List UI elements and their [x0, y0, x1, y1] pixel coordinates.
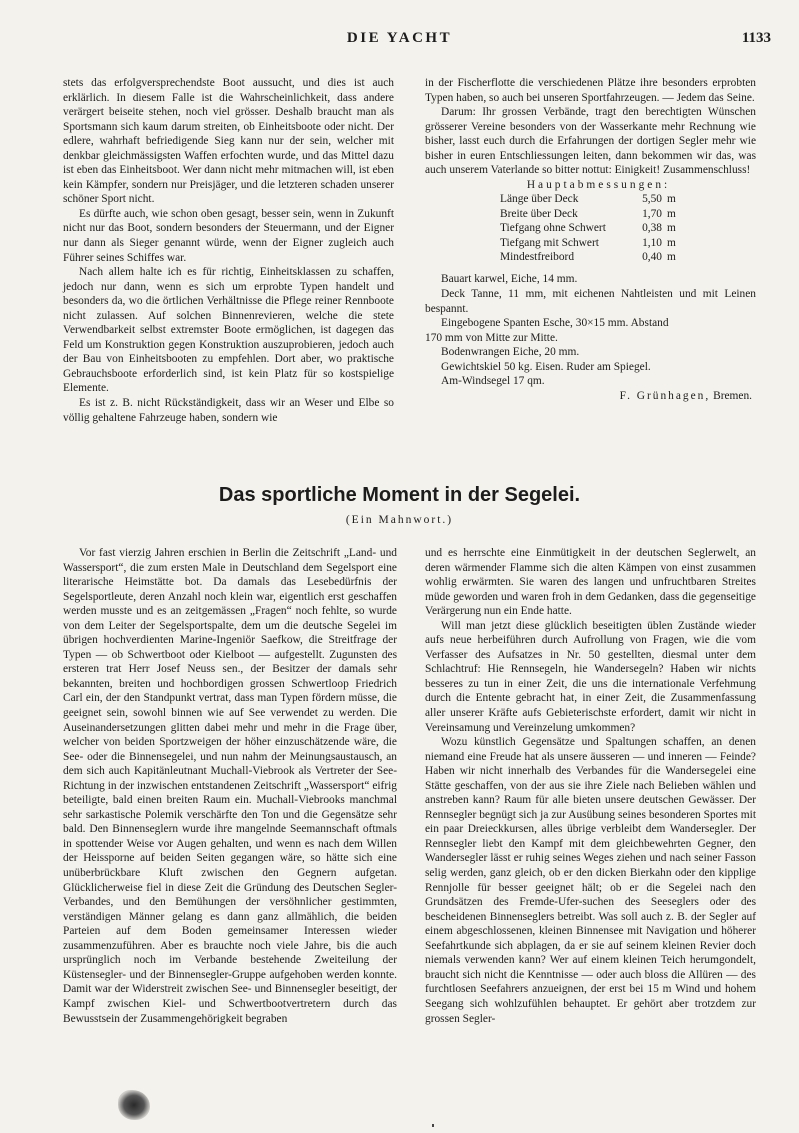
- paragraph: in der Fischerflotte die verschiedenen Plätze ihre besonders erprobten Typen haben, so auch bei unseren Sportfahrzeugen. — Jedem das Seine.: [425, 77, 756, 104]
- measurement-value: 5,50: [642, 193, 662, 206]
- measurement-row: [500, 250, 676, 264]
- paragraph: Wozu künstlich Gegensätze und Spaltungen schaffen, an denen niemand eine Freude hat als unsere äusseren — und inneren — Feinde? Haben wir nicht innerhalb des Verbandes für die Wandersegelei eine Stätte geschaffen, von der aus sie ihre Ziele nach Belieben wählen und anstreben kann? Raum für alle bieten unsere deutschen Gewässer. Der Rennsegler begnügt sich ja zur Ausübung seines besonderen Sportes mit ein paar Dreieckkursen, alles übrige verbleibt dem Wandersegler. Der Rennsegler liebt den Kampf mit dem gleichbewehrten Gegner, den Wandersegler lässt er ruhig seines Weges ziehen und nach seiner Fasson selig werden, ganz gleich, ob er den dicken Bierkahn oder den kipplige Rennjolle für besser geeignet hält; ob er die Segelei nach den Grundsätzen des Fremde-Ufer-suchen des Seeseglers oder des bescheidenen Binnenseglers betreibt. Was soll auch z. B. der Segler auf einem abgeschlossenen, kleinen Binnensee mit Navigation und höherer Seefahrtkunde sich abplagen, da er sie auf seinem kleinen Revier doch niemals verwenden kann? Wer auf einem kleinen Teich herumgondelt, braucht sich nicht die Kenntnisse — oder auch bloss die Allüren — des furchtlosen Seefahrers anzueignen, der erst bei 15 m Wind und hohem Seegang sich wohlzufühlen behauptet. Er gehört aber trotzdem zur grossen Segler-: [425, 736, 756, 1025]
- measurement-unit: m: [667, 236, 676, 249]
- measurement-row: [500, 207, 676, 221]
- ink-dot: [432, 1124, 434, 1127]
- measurement-label: Tiefgang mit Schwert: [500, 236, 599, 249]
- measurement-label: Breite über Deck: [500, 207, 578, 220]
- measurement-value: 1,10: [642, 236, 662, 249]
- paragraph: Will man jetzt diese glücklich beseitigten üblen Zustände wieder aufs neue herbeiführen durch Aufrollung von Fragen, wie die vom Verfasser des Aufsatzes in Nr. 50 gestellten, diesmal unter dem Schlachtruf: Hie Rennsegeln, hie Wandersegeln? Haben wir nichts besseres zu tun in einer Zeit, die uns die internationale Verfehmung durch die Entente gebracht hat, in einer Zeit, die Zusammenfassung aller unserer Kräfte aufs Gebieterischste erfordert, damit wir nicht in Vereinsamung und Vereinzelung umkommen?: [425, 619, 756, 734]
- measurement-row: [500, 192, 676, 206]
- build-specifications: [425, 272, 756, 388]
- spec-line: Deck Tanne, 11 mm, mit eichenen Nahtleisten und mit Leinen bespannt.: [425, 287, 756, 315]
- author-name: F. Grünhagen,: [619, 389, 711, 402]
- top-article-right-column: [425, 76, 756, 403]
- measurement-unit: m: [667, 193, 676, 206]
- page-number: 1133: [741, 30, 771, 46]
- spec-line: Bauart karwel, Eiche, 14 mm.: [441, 273, 578, 286]
- paragraph: Es ist z. B. nicht Rückständigkeit, dass wir an Weser und Elbe so völlig gehaltene Fahrzeuge haben, sondern wie: [63, 397, 394, 424]
- measurement-row: [500, 236, 676, 250]
- spec-line: Am-Windsegel 17 qm.: [441, 375, 545, 388]
- measurement-unit: m: [667, 207, 676, 220]
- author-signature: [425, 389, 756, 404]
- paragraph: stets das erfolgversprechendste Boot aussucht, und dies ist auch erklärlich. In diesem Falle ist die Wahrscheinlichkeit, dass andere verärgert beiseite stehen, noch viel grösser. Deshalb braucht man als Sportsmann sich kaum darum streiten, ob Einheitsboote oder nicht. Der edlere, wahrhaft befriedigende Sieg kann nur der sein, welcher mit denkbar gleichmässigsten Waffen erfochten wurde, und das Mittel dazu ist eben das Einheitsboot. Wer dann nicht mehr mitmachen will, ist eben kein Kämpfer, sondern nur Preisjäger, und die letzteren schaden unserer schöner Sport nicht.: [63, 77, 394, 206]
- paragraph: und es herrschte eine Einmütigkeit in der deutschen Seglerwelt, an deren wärmender Flamme sich die alten Kämpen von einst zusammen wohlig erwärmten. Sie waren des langen und unfruchtbaren Streites müde geworden und waren froh in dem Gedanken, dass die gegenseitige Verärgerung nun ein Ende hatte.: [425, 547, 756, 618]
- measurement-row: [500, 221, 676, 235]
- measurement-value: 0,40: [642, 251, 662, 263]
- article-right-column: [425, 546, 756, 1026]
- running-header: DIE YACHT: [346, 30, 453, 46]
- measurements-heading: Hauptabmessungen:: [526, 178, 671, 191]
- measurement-unit: m: [667, 251, 676, 263]
- top-article-left-column: [63, 76, 394, 425]
- spec-line: 170 mm von Mitte zur Mitte.: [425, 331, 558, 344]
- measurement-label: Mindestfreibord: [500, 251, 575, 263]
- spec-line: Gewichtskiel 50 kg. Eisen. Ruder am Spiegel.: [441, 360, 651, 373]
- paragraph: Nach allem halte ich es für richtig, Einheitsklassen zu schaffen, jedoch nur dann, wenn es sich um erprobte Typen handelt und besonders da, wo die örtlichen Verhältnisse die Pflege reiner Rennboote nicht zulassen. Auf solchen Binnenrevieren, welche die stete Verwendbarkeit selbst extremster Boote ermöglichen, ist dagegen das Feld um Konstruktion gegen Konstruktion auszuprobieren, jedoch auch der Bau von Einheitsbooten zu empfehlen. Dort aber, wo praktische Gebrauchsboote erforderlich sind, ist kein Platz für so kostspielige Elemente.: [63, 266, 394, 395]
- author-place: Bremen.: [713, 389, 752, 402]
- paragraph: Vor fast vierzig Jahren erschien in Berlin die Zeitschrift „Land- und Wassersport“, die zum ersten Male in Deutschland dem Segelsport eine literarische Heimstätte bot. Da damals das Lesebedürfnis der Segelsportleute, deren Anzahl noch klein war, eigentlich erst geschaffen werden musste und es an zeitgemässen „Fragen“ noch fehlte, so wurde von dem Leiter der Segelsportspalte, dem um die deutsche Segelei im übrigen hochverdienten Marine-Ingeniör Saefkow, die Streitfrage der Typen — ob Schwertboot oder Kielboot — aufgestellt. Zugunsten des ersteren trat Herr Josef Neuss sen., der Besitzer der damals sehr bekannten, breiten und hochbordigen grossen Schwertloop Friedrich Carl ein, der den Standpunkt vertrat, dass man Typen fördern müsse, die geeignet sein, sowohl binnen wie auf See verwendet zu werden. Die Auseinandersetzungen glitten dabei mehr und mehr in die Frage über, welcher von beiden Sportzweigen der höher einzuschätzende wäre, die See- oder die Binnensegelei, und nun nahm der Meinungsaustausch, an dem sich auch Kapitänleutnant Muchall-Viebrook als Vertreter der See-Richtung in der inzwischen entstandenen Zeitschrift „Wassersport“ eifrig beteiligte, bald einen breiten Raum ein. Muchall-Viebrooks manchmal sehr sarkastische Polemik verschärfte den Ton und die Gegensätze sehr bald. Den Binnenseglern wurde ihre mangelnde Seemannschaft oftmals in spottender Weise vor Augen gehalten, und wenn es nach dem Willen der Heissporne auf beiden Seiten gegangen wäre, so hätte sich eine unüberbrückbare Kluft zwischen den Gegnern aufgetan. Glücklicherweise fiel in diese Zeit die Gründung des Deutschen Segler-Verbandes, und den Bemühungen der versöhnlicher gestimmten, verständigen Männer gelang es dann ganz allmählich, die beiden Parteien auf dem Boden gemeinsamer Interessen wieder zusammenzuführen. Aber es brauchte noch viele Jahre, bis die auch ursprünglich noch im Verbande bestehende Zweiteilung der Küstensegler- und der Binnensegler-Gruppe aufgehoben werden konnte. Damit war der Widerstreit zwischen See- und Binnensegler beseitigt, der Kampf zwischen Kiel- und Schwertbootvertretern durch das Bewusstsein der Zusammengehörigkeit begraben: [63, 547, 397, 1025]
- spec-line: Eingebogene Spanten Esche, 30×15 mm. Abstand: [441, 317, 669, 330]
- measurement-value: 1,70: [642, 207, 662, 220]
- article-title: Das sportliche Moment in der Segelei.: [218, 484, 581, 506]
- measurements-table: [500, 192, 676, 264]
- ink-smudge: [118, 1090, 150, 1120]
- article-subtitle: (Ein Mahnwort.): [345, 514, 454, 526]
- measurement-unit: m: [667, 222, 676, 235]
- paragraph: Es dürfte auch, wie schon oben gesagt, besser sein, wenn in Zukunft nicht nur das Boot, sondern besonders der Steuermann, und der Eigner nur dann als Sieger genannt würde, wenn der Eigner zugleich auch Führer seines Schiffes war.: [63, 207, 394, 264]
- article-left-column: [63, 546, 397, 1026]
- paragraph: Darum: Ihr grossen Verbände, tragt den berechtigten Wünschen grösserer Vereine besonders von der Wasserkante mehr Rechnung wie bisher, lasst euch durch die Erfahrungen der dortigen Segler mehr wie bisher in euren Entschliessungen leiten, dann bekommen wir das, was auch unserem Vaterlande so bitter nottut: Einigkeit! Zusammenschluss!: [425, 106, 756, 177]
- measurement-label: Tiefgang ohne Schwert: [500, 222, 606, 235]
- measurement-value: 0,38: [642, 222, 662, 235]
- spec-line: Bodenwrangen Eiche, 20 mm.: [441, 346, 580, 359]
- measurement-label: Länge über Deck: [500, 193, 579, 206]
